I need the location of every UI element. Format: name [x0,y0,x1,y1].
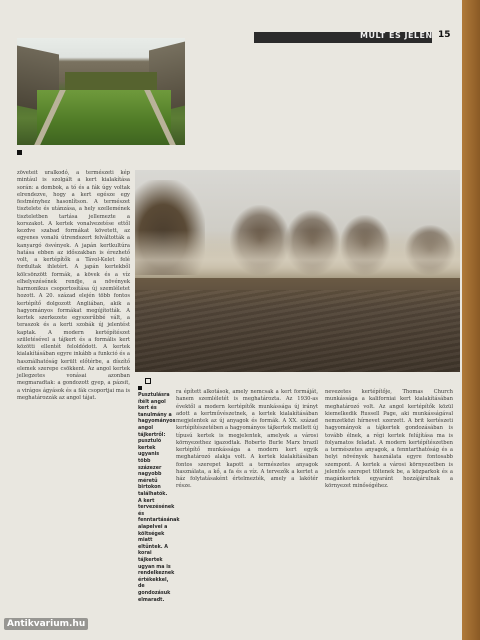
column-3-text: nevezetes kertépítője, Thomas Church munkássága a kaliforniai kert kialakításában meghatározó volt. Az angol kertépítők közül kiemelkedik Russell Page, aki munkásságával nemzetközi hírnevet szerzett. A brit kertészeti hagyományok a tájkertek gondozásában is tovább élnek, a régi kertek felújítása ma is folyamatos feladat. A modern kertépítészetben a természetes anyagok, a fenntarthatóság és a helyi növények használata egyre fontosabb szempont. A kertek a városi környezetben is jelentős szerepet töltenek be, a közparkok és a magánkertek egyaránt hozzájárulnak a környezet minőségéhez. [325,389,453,490]
section-title: MÚLT ÉS JELEN [360,31,433,40]
article-column-1 [17,170,130,623]
caption-text: Pusztulásra ítélt angol kert és tanulmány a hagyományos angol tájkertről: pusztuló kertek ugyanis több százezer nagyobb méretű birtokon találhatók. A kert tervezésének és fenntartásának alapelvei a költségek miatt eltűntek. A korai tájkertek ugyan ma is rendelkeznek értékekkel, de gondozásuk elmaradt. [138,393,180,603]
page-number: 15 [438,30,451,40]
article-column-2 [176,389,318,625]
column-2-text: ra épített alkotások, amely nemcsak a kert formáját, hanem szemléletét is meghatározta. Az 1930-as évektől a modern kertépítők munkássága új irányt adott a kertművészetnek, a kertek kialakításában megjelentek az új anyagok és formák. A XX. század kertépítészetében a hagyományos tájkertek mellett új típusú kertek is megjelentek, amelyek a városi környezethez igazodtak. Roberto Burle Marx brazil kertépítő munkássága a modern kert egyik meghatározó alakja volt. A kertek kialakításában fontos szerepet kapott a természetes anyagok használata, a kő, a fa és a víz. A tervezők a kertet a ház folytatásaként értelmezték, amely a lakótér része. [176,389,318,490]
figure-caption [138,386,180,616]
field-furrows [135,290,460,372]
column-1-text: zöveteit uralkodó, a természeti kép mintául is szolgált a kert kialakítása során: a dombok, a tó és a fák úgy voltak elrendezve, hogy a kert egésze egy festményhez hasonlítson. A természet tisztelete és utánzása, a hely szellemének tiszteletben tartása jellemezte a korszakot. A kertek vonalvezetése ettől kezdve szabad formákat követett, az egyenes vonalú útrendszert felváltották a kanyargó ösvények. A japán kertkultúra hatása ebben az időszakban is érezhető volt, a kertépítők a Távol-Kelet felé fordultak ihletért. A japán kertekből kölcsönzött formák, a kövek és a víz elhelyezésének rendje, a növények harmonikus csoportosítása új szemléletet hozott. A 20. század elején több fontos kertépítő dolgozott Angliában, akik a hagyományos formákat megújították. A kertek szerkezete egyszerűbbé vált, a teraszok és a kerti szobák új jelentést kaptak. A modern kertépítészet születésével a tájkert és a formális kert közötti ellentét feloldódott. A kertek kialakításában egyre inkább a funkció és a használhatóság került előtérbe, a díszítő elemek szerepe csökkent. Az angol kertek jellegzetes vonásai azonban megmaradtak: a gondozott gyep, a pázsit, a virágos ágyások és a fák csoportjai ma is meghatározzák az angol tájat. [17,170,130,401]
source-watermark: Antikvarium.hu [4,618,88,630]
garden-hedge [65,72,157,92]
walled-garden-photo [17,38,185,145]
misty-landscape-photo [135,170,460,372]
book-spine-edge [462,0,480,640]
figure-marker-a [17,150,22,155]
caption-marker-icon [138,386,142,390]
figure-marker-b [145,378,151,384]
article-column-3 [325,389,453,584]
